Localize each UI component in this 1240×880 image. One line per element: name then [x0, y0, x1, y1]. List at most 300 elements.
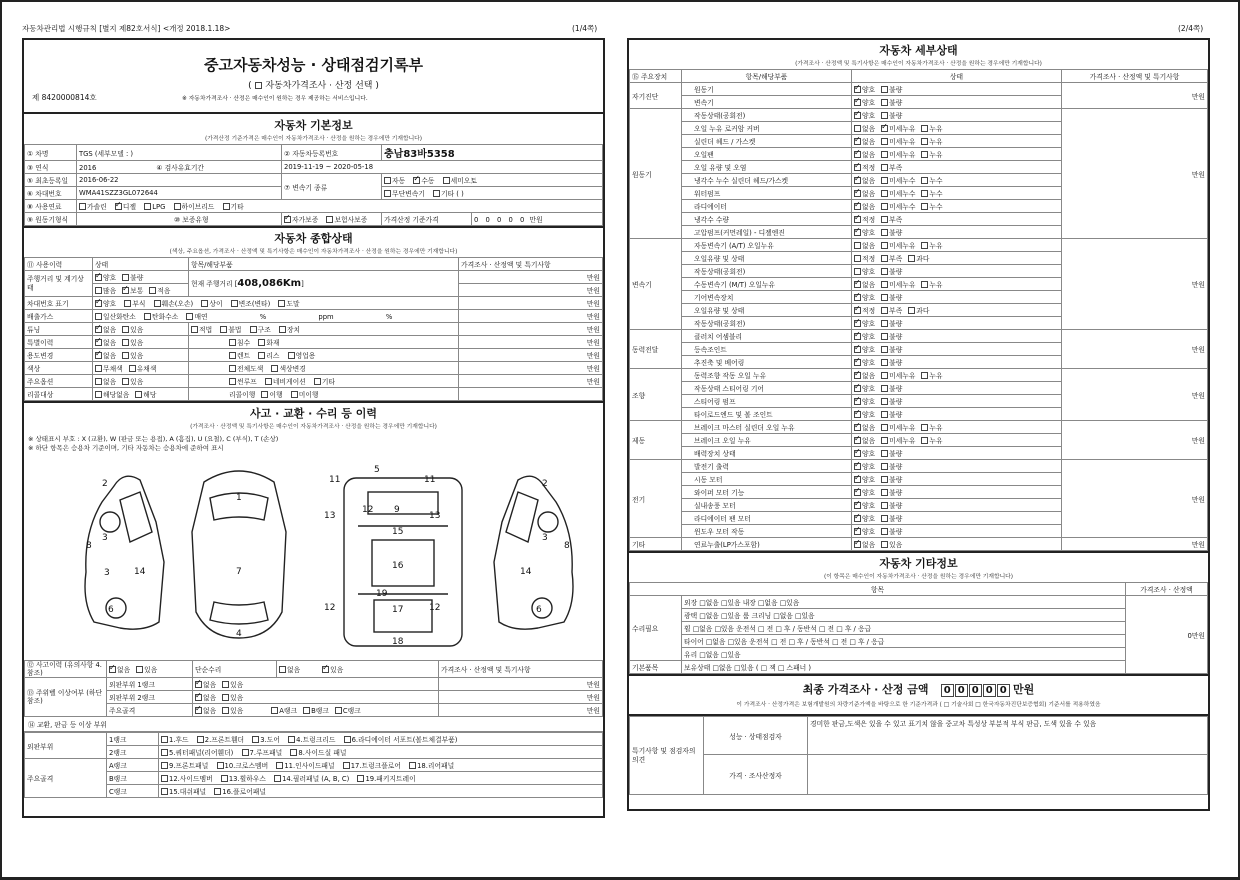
- state-option-label: 불량: [889, 528, 903, 536]
- diagram-label: 1: [236, 493, 242, 503]
- fuel-hybrid-label: 하이브리드: [181, 203, 215, 211]
- trans-semi-checkbox[interactable]: [443, 177, 450, 184]
- state-checkbox[interactable]: [881, 320, 888, 327]
- state-checkbox[interactable]: [881, 99, 888, 106]
- frame-none-checkbox[interactable]: [195, 707, 202, 714]
- rent-checkbox[interactable]: [229, 352, 236, 359]
- special-details: [189, 336, 459, 349]
- state-checkbox[interactable]: [881, 372, 888, 379]
- state-checkbox[interactable]: [881, 307, 888, 314]
- state-option-label: 양호: [862, 502, 876, 510]
- fuel-lpg-checkbox[interactable]: [144, 203, 151, 210]
- commercial-checkbox[interactable]: [288, 352, 295, 359]
- state-checkbox[interactable]: [854, 255, 861, 262]
- part-item: 17.트렁크플로어: [350, 762, 401, 770]
- fuel-label: ⑧ 사용연료: [25, 200, 77, 213]
- recall-opt: 리콜이행: [229, 391, 256, 399]
- state-checkbox[interactable]: [854, 424, 861, 431]
- accident-none-checkbox[interactable]: [109, 666, 116, 673]
- rank-b-checkbox[interactable]: [303, 707, 310, 714]
- other-row: 보유상태 □없음 □있음 ( □ 잭 □ 스패너 ): [682, 661, 1126, 674]
- state-checkbox[interactable]: [921, 242, 928, 249]
- year-value: [77, 161, 282, 174]
- flood-checkbox[interactable]: [229, 339, 236, 346]
- frame-yes-checkbox[interactable]: [222, 707, 229, 714]
- state-option-label: 양호: [862, 99, 876, 107]
- state-checkbox[interactable]: [881, 138, 888, 145]
- detail-item-label: 워터펌프: [682, 187, 852, 200]
- state-checkbox[interactable]: [881, 268, 888, 275]
- state-checkbox[interactable]: [881, 294, 888, 301]
- price-check-checkbox[interactable]: [255, 82, 262, 89]
- detail-row: [630, 460, 1208, 473]
- fuel-hybrid-checkbox[interactable]: [174, 203, 181, 210]
- rank-c-checkbox[interactable]: [335, 707, 342, 714]
- right-wheel-rear: [532, 598, 552, 618]
- tuning-options: [93, 323, 189, 336]
- major-other-checkbox[interactable]: [314, 378, 321, 385]
- price-cell: 만원: [459, 336, 603, 349]
- detail-group-label: 조향: [630, 369, 682, 421]
- detail-group-price: 만원: [1062, 460, 1208, 538]
- vin-good-checkbox[interactable]: [95, 300, 102, 307]
- state-option-label: 미세누유: [889, 242, 916, 250]
- state-option-label: 양호: [862, 450, 876, 458]
- part-item: 4.트렁크리드: [296, 736, 336, 744]
- trans-auto-label: 자동: [392, 177, 406, 185]
- state-option-label: 불량: [889, 411, 903, 419]
- state-option-label: 불량: [889, 320, 903, 328]
- tuning-opt: 구조: [257, 326, 271, 334]
- detail-item-label: 타이로드엔드 및 볼 조인트: [682, 408, 852, 421]
- emission-label: 배출가스: [25, 310, 93, 323]
- state-checkbox[interactable]: [854, 164, 861, 171]
- state-checkbox[interactable]: [854, 437, 861, 444]
- accident-note: (가격조사 · 산정액 및 특기사항은 매수인이 자동차가격조사 · 산정을 원하는 경우에만 기재합니다): [190, 424, 437, 430]
- detail-item-label: 연료누출(LP가스포함): [682, 538, 852, 551]
- price-unit: 만원: [529, 216, 543, 224]
- state-checkbox[interactable]: [854, 99, 861, 106]
- detail-state-options: [852, 447, 1062, 460]
- vin-painted-checkbox[interactable]: [278, 300, 285, 307]
- color-opt: 전체도색: [237, 365, 264, 373]
- detail-group-label: 기타: [630, 538, 682, 551]
- trans-cvt-checkbox[interactable]: [384, 190, 391, 197]
- smoke-checkbox[interactable]: [186, 313, 193, 320]
- legend-2: ※ 하단 항목은 승용차 기준이며, 기타 자동차는 승용차에 준하여 표시: [28, 444, 224, 452]
- trans-auto-checkbox[interactable]: [384, 177, 391, 184]
- warranty-self-checkbox[interactable]: [284, 216, 291, 223]
- fuel-other-checkbox[interactable]: [223, 203, 230, 210]
- odometer-bad-checkbox[interactable]: [122, 274, 129, 281]
- major-none-checkbox[interactable]: [95, 378, 102, 385]
- state-checkbox[interactable]: [854, 450, 861, 457]
- vin-diff-checkbox[interactable]: [201, 300, 208, 307]
- simple-repair-label: 단순수리: [193, 661, 277, 678]
- diagram-label: 16: [392, 561, 404, 571]
- page-1: [22, 38, 605, 818]
- state-option-label: 미세누유: [889, 372, 916, 380]
- state-checkbox[interactable]: [921, 424, 928, 431]
- detail-state-options: [852, 356, 1062, 369]
- recall-na-checkbox[interactable]: [95, 391, 102, 398]
- vin-value: WMA41SZZ3GL072644: [77, 187, 282, 200]
- price-cell: 만원: [439, 691, 603, 704]
- parts-table: [24, 732, 603, 798]
- recall-undone-checkbox[interactable]: [291, 391, 298, 398]
- state-checkbox[interactable]: [881, 333, 888, 340]
- detail-item-label: 고압펌프(커먼레일) - 디젤엔진: [682, 226, 852, 239]
- tuning-none-checkbox[interactable]: [95, 326, 102, 333]
- detail-item-label: 클러치 어셈블리: [682, 330, 852, 343]
- state-checkbox[interactable]: [854, 333, 861, 340]
- state-checkbox[interactable]: [854, 151, 861, 158]
- state-option-label: 없음: [862, 177, 876, 185]
- state-checkbox[interactable]: [854, 138, 861, 145]
- state-checkbox[interactable]: [854, 320, 861, 327]
- appraiser-opinion: [808, 755, 1208, 795]
- emission-opt: 탄화수소: [152, 313, 179, 321]
- state-checkbox[interactable]: [854, 125, 861, 132]
- plate-label: ② 자동차등록번호: [282, 145, 382, 161]
- state-option-label: 없음: [862, 151, 876, 159]
- final-price: [629, 676, 1208, 699]
- state-option-label: 누유: [929, 242, 943, 250]
- detail-item-label: 스티어링 펌프: [682, 395, 852, 408]
- tuning-yes-checkbox[interactable]: [122, 326, 129, 333]
- state-checkbox[interactable]: [854, 307, 861, 314]
- detail-state-options: [852, 434, 1062, 447]
- state-checkbox[interactable]: [881, 385, 888, 392]
- state-checkbox[interactable]: [881, 437, 888, 444]
- state-checkbox[interactable]: [881, 515, 888, 522]
- state-checkbox[interactable]: [854, 268, 861, 275]
- usage-yes-checkbox[interactable]: [122, 352, 129, 359]
- state-checkbox[interactable]: [921, 372, 928, 379]
- diagram-label: 18: [392, 637, 404, 647]
- vin-rust-checkbox[interactable]: [124, 300, 131, 307]
- lease-checkbox[interactable]: [258, 352, 265, 359]
- detail-state-options: [852, 512, 1062, 525]
- warranty-label: ⑩ 보증유형: [174, 216, 209, 224]
- remarks-table: [629, 716, 1208, 795]
- part-item: 2.프론트휀더: [204, 736, 245, 744]
- state-checkbox[interactable]: [881, 424, 888, 431]
- state-checkbox[interactable]: [881, 177, 888, 184]
- detail-row: [630, 538, 1208, 551]
- diagram-label: 2: [542, 479, 548, 489]
- tuning-details: [189, 323, 459, 336]
- state-checkbox[interactable]: [908, 255, 915, 262]
- state-checkbox[interactable]: [854, 190, 861, 197]
- detail-state-options: [852, 135, 1062, 148]
- part-item: 16.플로어패널: [222, 788, 266, 796]
- detail-row: [630, 369, 1208, 382]
- state-checkbox[interactable]: [881, 528, 888, 535]
- state-checkbox[interactable]: [908, 307, 915, 314]
- detail-item-label: 작동상태(공회전): [682, 109, 852, 122]
- special-yes-checkbox[interactable]: [122, 339, 129, 346]
- state-checkbox[interactable]: [854, 216, 861, 223]
- subtitle-text: 자동차가격조사 · 산정 선택: [265, 81, 373, 91]
- state-option-label: 누유: [929, 125, 943, 133]
- tuning-label: 튜닝: [25, 323, 93, 336]
- state-checkbox[interactable]: [854, 177, 861, 184]
- vin-opt: 양호: [103, 300, 117, 308]
- basic-note: (가격산정 기준가격은 매수인이 자동차가격조사 · 산정을 원하는 경우에만 기재합니다): [204, 136, 423, 142]
- state-checkbox[interactable]: [881, 411, 888, 418]
- state-checkbox[interactable]: [881, 125, 888, 132]
- fuel-diesel-checkbox[interactable]: [115, 203, 122, 210]
- state-checkbox[interactable]: [881, 164, 888, 171]
- co-checkbox[interactable]: [95, 313, 102, 320]
- tuning-opt: 있음: [130, 326, 144, 334]
- state-checkbox[interactable]: [881, 151, 888, 158]
- state-checkbox[interactable]: [881, 242, 888, 249]
- fuel-gasoline-checkbox[interactable]: [79, 203, 86, 210]
- state-option-label: 불량: [889, 502, 903, 510]
- state-checkbox[interactable]: [881, 255, 888, 262]
- mileage-many-checkbox[interactable]: [95, 287, 102, 294]
- trans-other-label: 기타 ( ): [441, 190, 464, 198]
- diagram-label: 3: [542, 533, 548, 543]
- state-checkbox[interactable]: [921, 190, 928, 197]
- state-option-label: 부족: [889, 307, 903, 315]
- state-checkbox[interactable]: [881, 541, 888, 548]
- state-checkbox[interactable]: [881, 398, 888, 405]
- detail-col-item: 항목/해당부품: [682, 70, 852, 83]
- vin-damage-checkbox[interactable]: [154, 300, 161, 307]
- outer2-yes-checkbox[interactable]: [222, 694, 229, 701]
- detail-state-options: [852, 460, 1062, 473]
- tuning-struct-checkbox[interactable]: [250, 326, 257, 333]
- simple-repair-yes-checkbox[interactable]: [322, 666, 329, 673]
- chromatic-checkbox[interactable]: [129, 365, 136, 372]
- state-checkbox[interactable]: [921, 281, 928, 288]
- major-yes-checkbox[interactable]: [122, 378, 129, 385]
- state-checkbox[interactable]: [881, 229, 888, 236]
- special-none-checkbox[interactable]: [95, 339, 102, 346]
- part-item: 8.사이드실 패널: [298, 749, 347, 757]
- state-checkbox[interactable]: [921, 203, 928, 210]
- vin-options: [93, 297, 459, 310]
- outer1-yes-checkbox[interactable]: [222, 681, 229, 688]
- major-opt: 네비게이션: [272, 378, 306, 386]
- state-checkbox[interactable]: [854, 294, 861, 301]
- detail-item-label: 라디에이터: [682, 200, 852, 213]
- accident-opt: 있음: [230, 694, 244, 702]
- color-opt: 색상변경: [279, 365, 306, 373]
- outer-rank: 1랭크: [107, 733, 159, 746]
- tuning-device-checkbox[interactable]: [279, 326, 286, 333]
- state-option-label: 누유: [929, 151, 943, 159]
- final-note: 이 가격조사 · 산정가격은 보험개발원의 차량기준가액을 바탕으로 한 기준가격과 ( □ 기술사회 □ 한국자동차진단보증협회) 기준서를 적용하였음: [736, 702, 1101, 708]
- mileage-many-label: 많음: [103, 287, 117, 295]
- trans-manual-checkbox[interactable]: [413, 177, 420, 184]
- state-checkbox[interactable]: [921, 125, 928, 132]
- detail-state-options: [852, 291, 1062, 304]
- state-checkbox[interactable]: [854, 489, 861, 496]
- state-checkbox[interactable]: [854, 463, 861, 470]
- detail-item-label: 라디에이터 팬 모터: [682, 512, 852, 525]
- detail-group-price: 만원: [1062, 369, 1208, 421]
- state-option-label: 없음: [862, 138, 876, 146]
- frame-items-1: [159, 759, 603, 772]
- state-checkbox[interactable]: [854, 502, 861, 509]
- major-options-label: 주요옵션: [25, 375, 93, 388]
- state-checkbox[interactable]: [854, 281, 861, 288]
- outer2-none-checkbox[interactable]: [195, 694, 202, 701]
- state-checkbox[interactable]: [854, 541, 861, 548]
- accident-opt: A랭크: [279, 707, 298, 715]
- outer-rank2-label: 외판부위 2랭크: [107, 691, 193, 704]
- state-checkbox[interactable]: [881, 476, 888, 483]
- state-option-label: 있음: [889, 541, 903, 549]
- state-checkbox[interactable]: [854, 515, 861, 522]
- state-checkbox[interactable]: [881, 502, 888, 509]
- price-digit: 0: [497, 216, 502, 224]
- state-option-label: 불량: [889, 268, 903, 276]
- state-checkbox[interactable]: [854, 528, 861, 535]
- accident-table: [24, 660, 603, 717]
- warranty-insurance-checkbox[interactable]: [326, 216, 333, 223]
- state-checkbox[interactable]: [881, 203, 888, 210]
- state-option-label: 부족: [889, 164, 903, 172]
- state-checkbox[interactable]: [881, 359, 888, 366]
- mileage-value: 408,086Km: [237, 278, 302, 289]
- state-checkbox[interactable]: [854, 242, 861, 249]
- detail-item-label: 브레이크 오일 누유: [682, 434, 852, 447]
- other-row: 타이어 □없음 □있음 운전석 □ 전 □ 후 / 동반석 □ 전 □ 후 / 응급: [682, 635, 1126, 648]
- frame-rank: B랭크: [107, 772, 159, 785]
- remarks-label: 특기사항 및 점검자의 의견: [630, 717, 704, 795]
- state-checkbox[interactable]: [854, 411, 861, 418]
- state-checkbox[interactable]: [854, 112, 861, 119]
- state-option-label: 양호: [862, 515, 876, 523]
- sunroof-checkbox[interactable]: [229, 378, 236, 385]
- state-checkbox[interactable]: [881, 346, 888, 353]
- overall-col-history: ⑪ 사용이력: [25, 258, 93, 271]
- odometer-good-checkbox[interactable]: [95, 274, 102, 281]
- state-checkbox[interactable]: [854, 385, 861, 392]
- accident-options: [107, 661, 193, 678]
- mileage-options: [93, 284, 189, 297]
- state-checkbox[interactable]: [881, 463, 888, 470]
- rank-a-checkbox[interactable]: [271, 707, 278, 714]
- state-checkbox[interactable]: [854, 86, 861, 93]
- fuel-other-label: 기타: [230, 203, 244, 211]
- state-checkbox[interactable]: [854, 229, 861, 236]
- usage-none-checkbox[interactable]: [95, 352, 102, 359]
- state-checkbox[interactable]: [881, 489, 888, 496]
- navigation-checkbox[interactable]: [265, 378, 272, 385]
- mileage-normal-checkbox[interactable]: [122, 287, 129, 294]
- right-side-body: [494, 476, 573, 629]
- fire-checkbox[interactable]: [258, 339, 265, 346]
- state-checkbox[interactable]: [921, 177, 928, 184]
- outer1-none-checkbox[interactable]: [195, 681, 202, 688]
- state-checkbox[interactable]: [854, 398, 861, 405]
- state-checkbox[interactable]: [921, 151, 928, 158]
- overall-note: (색상, 주요옵션, 가격조사 · 산정액 및 특기사항은 매수인이 자동차가격조사 · 산정을 원하는 경우에만 기재합니다): [169, 249, 458, 255]
- rank-c-label: C랭크: [342, 707, 361, 715]
- trans-manual-label: 수동: [421, 177, 435, 185]
- simple-repair-none-checkbox[interactable]: [279, 666, 286, 673]
- detail-state-options: [852, 317, 1062, 330]
- page-number-2: (2/4쪽): [1178, 24, 1204, 33]
- price-digit: 0: [520, 216, 525, 224]
- detail-state-options: [852, 473, 1062, 486]
- state-checkbox[interactable]: [921, 138, 928, 145]
- state-option-label: 적정: [862, 255, 876, 263]
- detail-row: [630, 83, 1208, 96]
- accident-opt: 없음: [117, 666, 131, 674]
- detail-col-price: 가격조사 · 산정액 및 특기사항: [1062, 70, 1208, 83]
- state-checkbox[interactable]: [854, 359, 861, 366]
- state-option-label: 불량: [889, 294, 903, 302]
- major-details: [189, 375, 459, 388]
- state-checkbox[interactable]: [881, 281, 888, 288]
- detail-item-label: 등속조인트: [682, 343, 852, 356]
- detail-group-price: 만원: [1062, 330, 1208, 369]
- state-checkbox[interactable]: [881, 112, 888, 119]
- accident-opt: 있음: [230, 707, 244, 715]
- final-digit: 0: [955, 684, 968, 697]
- engine-type-value: [77, 213, 282, 226]
- state-checkbox[interactable]: [854, 476, 861, 483]
- doc-no-label: 제: [32, 93, 40, 102]
- state-checkbox[interactable]: [921, 437, 928, 444]
- trans-other-checkbox[interactable]: [433, 190, 440, 197]
- tuning-legal-checkbox[interactable]: [191, 326, 198, 333]
- color-change-checkbox[interactable]: [271, 365, 278, 372]
- hc-checkbox[interactable]: [144, 313, 151, 320]
- full-paint-checkbox[interactable]: [229, 365, 236, 372]
- state-checkbox[interactable]: [881, 450, 888, 457]
- detail-state-options: [852, 395, 1062, 408]
- accident-yes-checkbox[interactable]: [136, 666, 143, 673]
- tuning-illegal-checkbox[interactable]: [220, 326, 227, 333]
- detail-group-price: 만원: [1062, 239, 1208, 330]
- achromatic-checkbox[interactable]: [95, 365, 102, 372]
- doc-note: ※ 자동차가격조사 · 산정은 매수인이 원하는 경우 제공하는 서비스입니다.: [182, 96, 368, 102]
- tuning-opt: 적법: [199, 326, 213, 334]
- detail-item-label: 작동상태 스티어링 기어: [682, 382, 852, 395]
- recall-done-checkbox[interactable]: [261, 391, 268, 398]
- recall-details: [189, 388, 459, 401]
- state-option-label: 누수: [929, 203, 943, 211]
- recall-yes-checkbox[interactable]: [135, 391, 142, 398]
- state-checkbox[interactable]: [854, 372, 861, 379]
- state-checkbox[interactable]: [881, 190, 888, 197]
- base-price-value: [472, 213, 603, 226]
- mileage-few-checkbox[interactable]: [149, 287, 156, 294]
- detail-col-state: 상태: [852, 70, 1062, 83]
- detail-state-options: [852, 148, 1062, 161]
- state-option-label: 없음: [862, 372, 876, 380]
- detail-state-options: [852, 213, 1062, 226]
- state-checkbox[interactable]: [881, 216, 888, 223]
- vin-altered-checkbox[interactable]: [231, 300, 238, 307]
- state-checkbox[interactable]: [854, 346, 861, 353]
- car-name-value: TGS (세부모델 : ): [77, 145, 282, 161]
- detail-item-label: 오일팬: [682, 148, 852, 161]
- state-checkbox[interactable]: [854, 203, 861, 210]
- detail-col-device: ⑮ 주요장치: [630, 70, 682, 83]
- diagram-label: 12: [362, 505, 374, 515]
- state-checkbox[interactable]: [881, 86, 888, 93]
- state-option-label: 양호: [862, 489, 876, 497]
